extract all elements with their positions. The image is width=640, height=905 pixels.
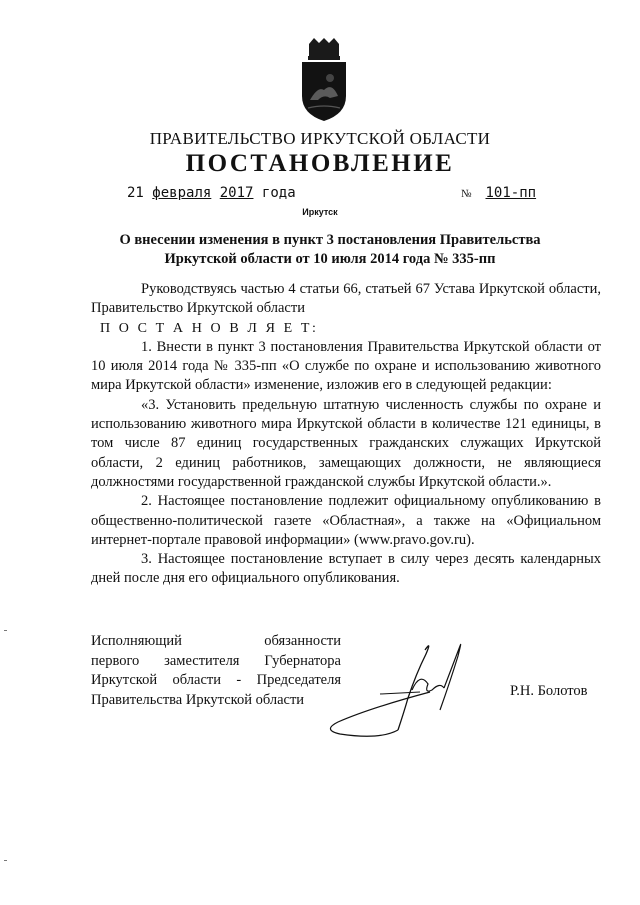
item-1-quote: «3. Установить предельную штатную численность службы по охране и использованию животного мира Иркутской области в количестве 121 единицы, в том числе 87 единиц государственных гражданских служащих Иркутской области, 2 единиц работников, замещающих должности, не являющиеся должностями государственной гражданской службы Иркутской области.». <box>91 396 601 490</box>
signer-name: Р.Н. Болотов <box>510 683 588 699</box>
date-year: 2017 <box>219 185 254 201</box>
item-3: 3. Настоящее постановление вступает в силу через десять календарных дней после дня его официального опубликования. <box>91 551 601 587</box>
title-line-1: О внесении изменения в пункт 3 постановления Правительства <box>119 232 541 248</box>
signatory-position <box>91 632 341 710</box>
document-number <box>461 185 540 201</box>
item-2: 2. Настоящее постановление подлежит официальному опубликованию в общественно-политической газете «Областная», а также на «Официальном интернет-портале правовой информации» (www.pravo.gov.ru). <box>91 493 601 548</box>
city: Иркутск <box>302 207 338 217</box>
scan-mark <box>4 630 7 631</box>
position-line-3: Иркутской области - Председателя <box>91 672 341 688</box>
date-day: 21 <box>127 185 144 201</box>
date-month: февраля <box>152 185 212 201</box>
document-type: ПОСТАНОВЛЕНИЕ <box>185 150 455 177</box>
position-line-2: первого заместителя Губернатора <box>91 652 341 669</box>
government-name: ПРАВИТЕЛЬСТВО ИРКУТСКОЙ ОБЛАСТИ <box>149 129 491 148</box>
item-1: 1. Внести в пункт 3 постановления Правительства Иркутской области от 10 июля 2014 года № 335-пп «О службе по охране и использованию животного мира Иркутской области» изменение, изложив его в следующей редакции: <box>91 338 601 394</box>
number-sign: № <box>461 188 472 200</box>
document-title <box>60 231 600 269</box>
position-line-1: Исполняющий обязанности <box>91 633 341 649</box>
title-line-2: Иркутской области от 10 июля 2014 года № 335-пп <box>164 251 496 267</box>
number-value: 101-пп <box>485 185 537 201</box>
document-date <box>127 185 296 201</box>
position-line-4: Правительства Иркутской области <box>91 691 305 708</box>
preamble: Руководствуясь частью 4 статьи 66, статьей 67 Устава Иркутской области, Правительство Иркутской области <box>91 281 601 317</box>
document-body <box>91 280 601 589</box>
scan-mark <box>4 860 7 861</box>
date-suffix: года <box>261 185 296 201</box>
decree-word: П О С Т А Н О В Л Я Е Т: <box>100 320 319 336</box>
irkutsk-coat-of-arms-icon <box>300 38 348 122</box>
handwritten-signature-icon <box>320 632 490 742</box>
